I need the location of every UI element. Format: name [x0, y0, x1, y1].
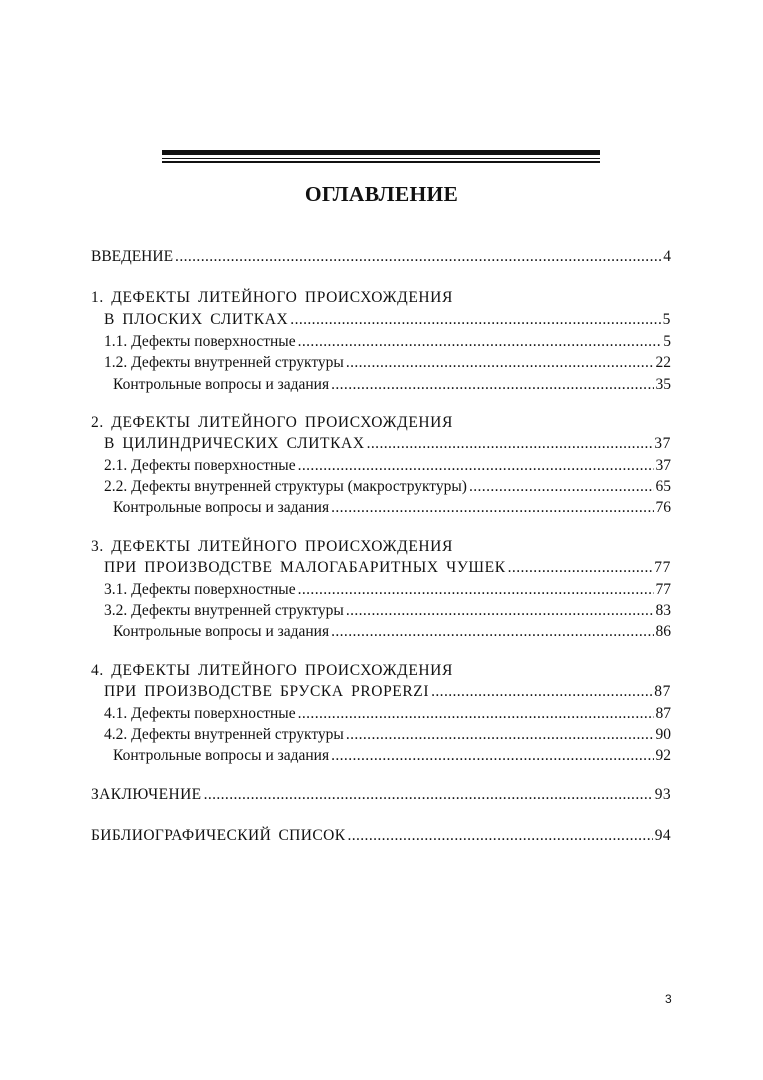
page-number: 3 — [665, 992, 672, 1006]
toc-label: Контрольные вопросы и задания — [113, 747, 330, 764]
toc-entry-chapter[interactable] — [104, 559, 671, 581]
toc-page: 76 — [655, 499, 671, 516]
dot-leader — [298, 457, 654, 475]
dot-leader — [298, 333, 662, 351]
toc-page: 5 — [662, 311, 671, 328]
toc-entry-section[interactable] — [104, 457, 671, 479]
toc-page: 93 — [654, 786, 671, 803]
toc-entry-questions[interactable] — [113, 623, 671, 645]
toc-entry-questions[interactable] — [113, 747, 671, 769]
dot-leader — [347, 827, 652, 845]
toc-entry-section[interactable] — [104, 333, 671, 355]
toc-page: 94 — [654, 827, 671, 844]
header-rule-thin — [162, 158, 600, 159]
toc-entry-chapter[interactable] — [104, 311, 671, 333]
dot-leader — [331, 376, 653, 394]
toc-page: 87 — [654, 683, 671, 700]
toc-label: ПРИ ПРОИЗВОДСТВЕ МАЛОГАБАРИТНЫХ ЧУШЕК — [104, 559, 506, 576]
toc-entry-section[interactable] — [104, 602, 671, 624]
toc-label: 2.1. Дефекты поверхностные — [104, 457, 296, 474]
page-title: ОГЛАВЛЕНИЕ — [304, 182, 459, 206]
dot-leader — [346, 602, 654, 620]
toc-page: 77 — [654, 559, 671, 576]
toc-label: 3.2. Дефекты внутренней структуры — [104, 602, 344, 619]
dot-leader — [331, 747, 653, 765]
toc-label: 1.1. Дефекты поверхностные — [104, 333, 296, 350]
dot-leader — [290, 311, 660, 329]
toc-page: 37 — [654, 435, 671, 452]
toc-page: 83 — [655, 602, 671, 619]
toc-label: 2.2. Дефекты внутренней структуры (макроструктуры) — [104, 478, 467, 495]
toc-page: 86 — [655, 623, 671, 640]
toc-label: 4.1. Дефекты поверхностные — [104, 705, 296, 722]
toc-entry-section[interactable] — [104, 354, 671, 376]
chapter-heading: 3. ДЕФЕКТЫ ЛИТЕЙНОГО ПРОИСХОЖДЕНИЯ — [91, 538, 453, 555]
toc-entry-questions[interactable] — [113, 376, 671, 398]
dot-leader — [331, 623, 653, 641]
toc-page: 92 — [655, 747, 671, 764]
toc-entry-conclusion[interactable] — [91, 786, 671, 808]
dot-leader — [469, 478, 654, 496]
toc-label: В ПЛОСКИХ СЛИТКАХ — [104, 311, 289, 328]
dot-leader — [367, 435, 653, 453]
toc-label: Контрольные вопросы и задания — [113, 499, 330, 516]
toc-label: 3.1. Дефекты поверхностные — [104, 581, 296, 598]
dot-leader — [346, 726, 654, 744]
chapter-heading: 4. ДЕФЕКТЫ ЛИТЕЙНОГО ПРОИСХОЖДЕНИЯ — [91, 662, 453, 679]
toc-entry-bibliography[interactable] — [91, 827, 671, 849]
dot-leader — [431, 683, 652, 701]
chapter-heading: 2. ДЕФЕКТЫ ЛИТЕЙНОГО ПРОИСХОЖДЕНИЯ — [91, 414, 453, 431]
toc-page: 5 — [663, 333, 671, 350]
toc-page: 90 — [655, 726, 671, 743]
toc-page: 22 — [655, 354, 671, 371]
dot-leader — [204, 786, 653, 804]
dot-leader — [331, 499, 653, 517]
toc-page: 77 — [655, 581, 671, 598]
toc-label: 1.2. Дефекты внутренней структуры — [104, 354, 344, 371]
toc-label: ВВЕДЕНИЕ — [91, 248, 174, 265]
toc-entry-intro[interactable] — [91, 248, 671, 270]
toc-entry-section[interactable] — [104, 478, 671, 500]
toc-page: 35 — [655, 376, 671, 393]
toc-entry-section[interactable] — [104, 581, 671, 603]
toc-label: БИБЛИОГРАФИЧЕСКИЙ СПИСОК — [91, 827, 346, 844]
chapter-heading: 1. ДЕФЕКТЫ ЛИТЕЙНОГО ПРОИСХОЖДЕНИЯ — [91, 289, 453, 306]
header-rule-thick — [162, 150, 600, 155]
toc-entry-chapter[interactable] — [104, 435, 671, 457]
dot-leader — [346, 354, 654, 372]
toc-entry-section[interactable] — [104, 705, 671, 727]
toc-label: В ЦИЛИНДРИЧЕСКИХ СЛИТКАХ — [104, 435, 365, 452]
toc-page: 65 — [655, 478, 671, 495]
toc-page: 37 — [655, 457, 671, 474]
toc-label: 4.2. Дефекты внутренней структуры — [104, 726, 344, 743]
toc-entry-questions[interactable] — [113, 499, 671, 521]
toc-page: 87 — [655, 705, 671, 722]
toc-entry-section[interactable] — [104, 726, 671, 748]
toc-label: Контрольные вопросы и задания — [113, 376, 330, 393]
toc-entry-chapter[interactable] — [104, 683, 671, 705]
dot-leader — [508, 559, 653, 577]
toc-label: Контрольные вопросы и задания — [113, 623, 330, 640]
dot-leader — [298, 705, 654, 723]
header-rule-thick — [162, 161, 600, 163]
toc-label: ЗАКЛЮЧЕНИЕ — [91, 786, 202, 803]
toc-page: 4 — [663, 248, 671, 265]
toc-label: ПРИ ПРОИЗВОДСТВЕ БРУСКА PROPERZI — [104, 683, 430, 700]
dot-leader — [175, 248, 661, 266]
dot-leader — [298, 581, 654, 599]
